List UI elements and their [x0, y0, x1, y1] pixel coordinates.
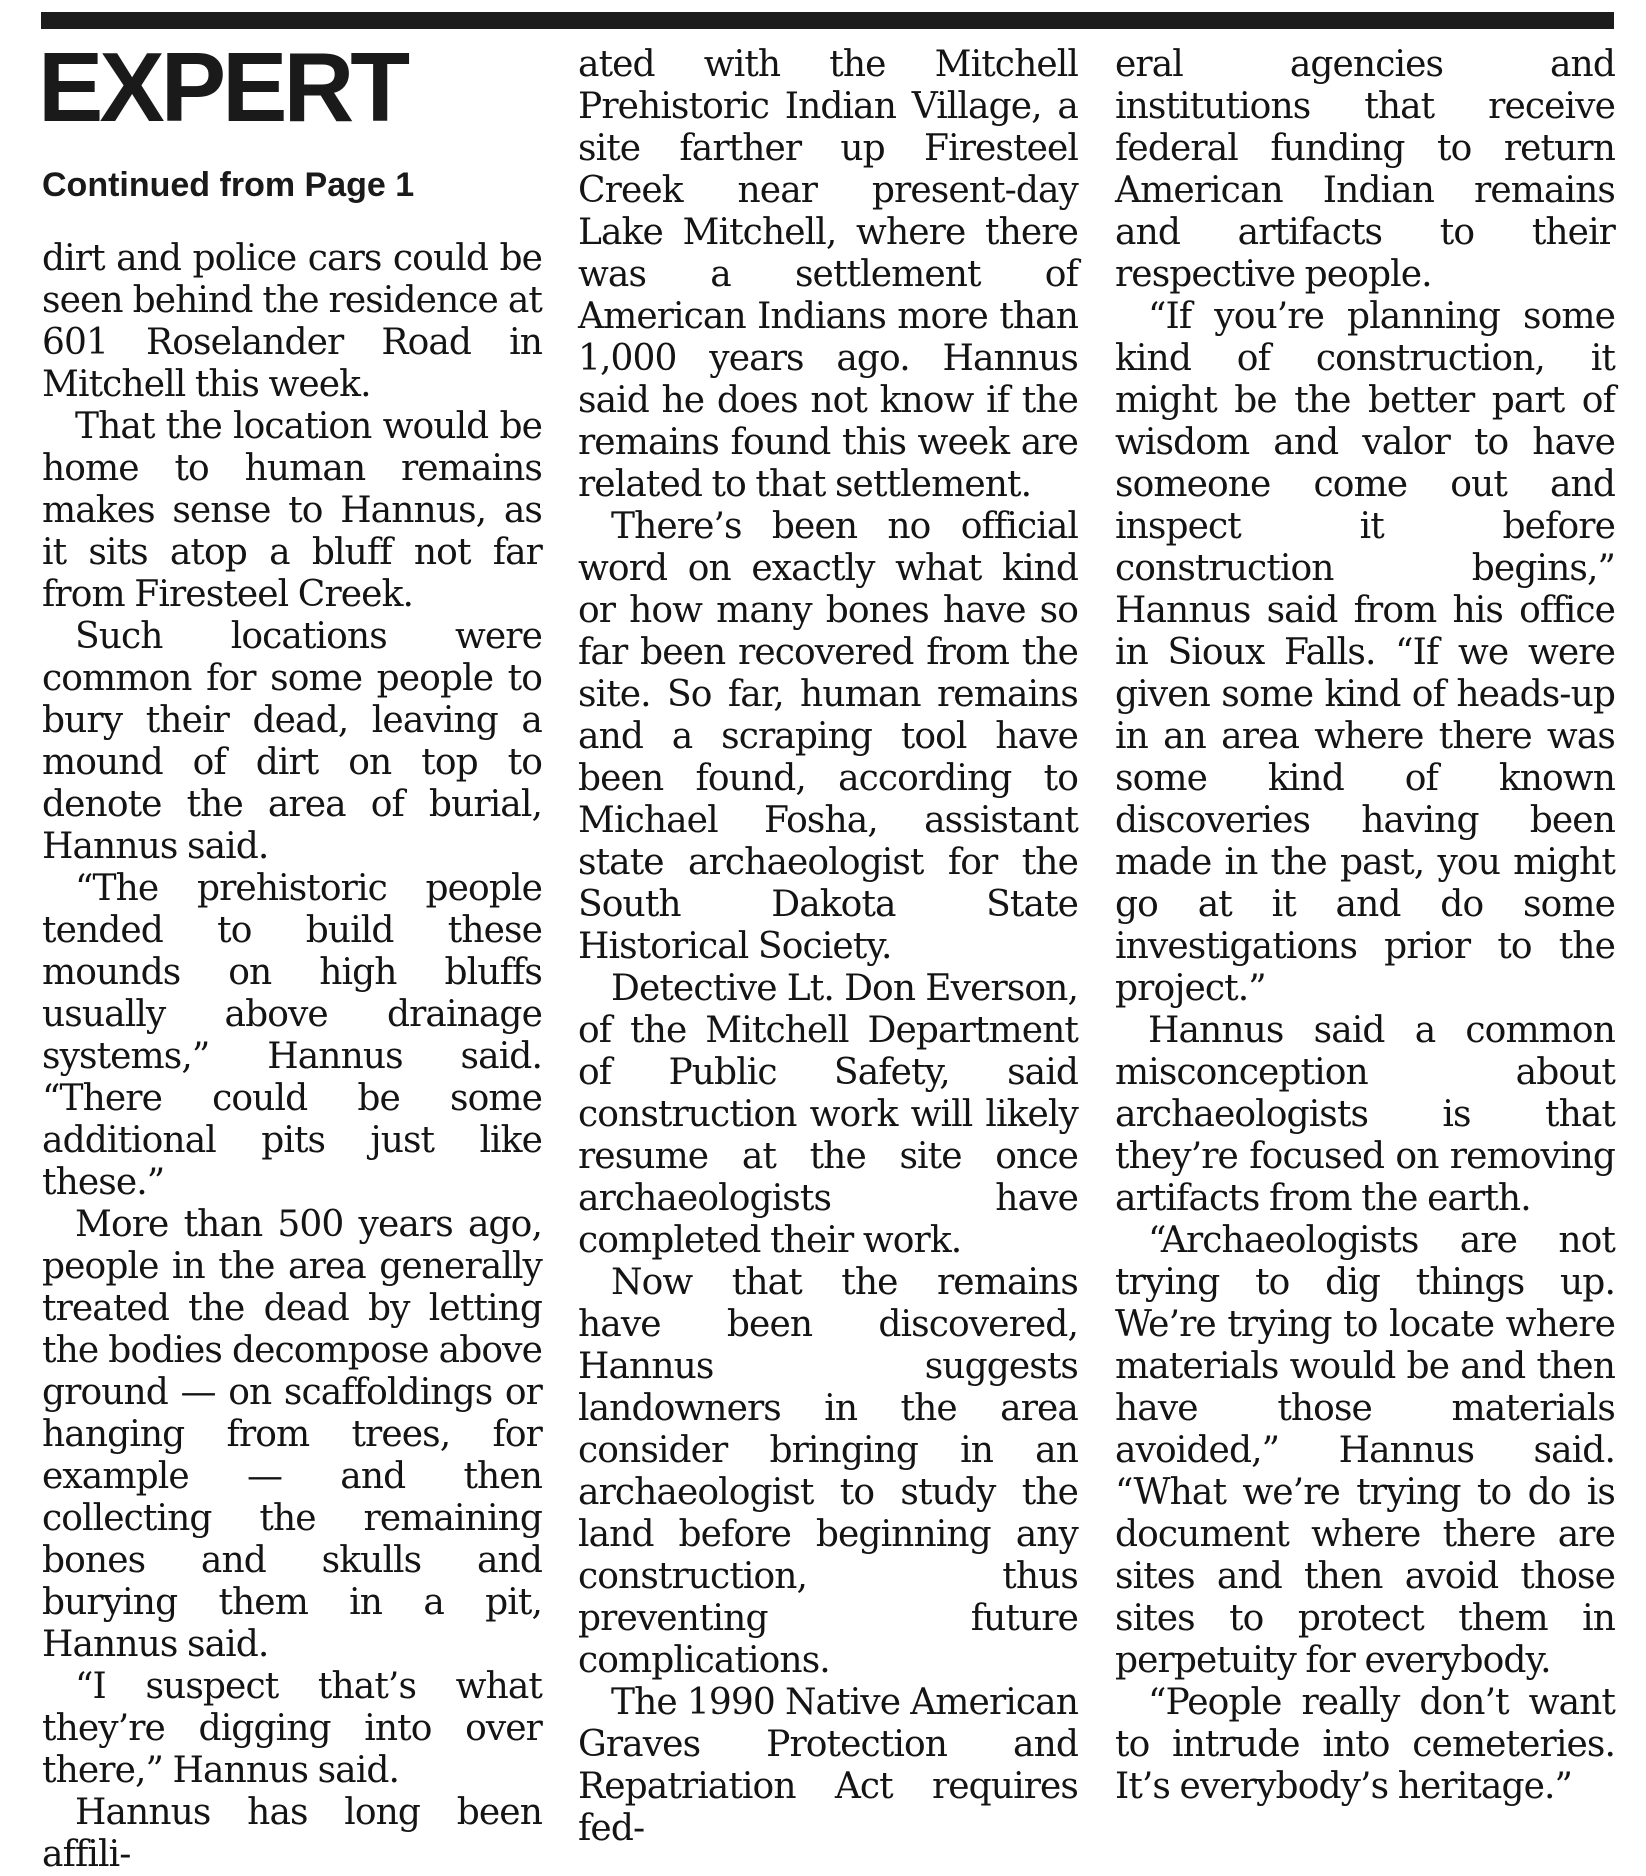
- paragraph: dirt and police cars could be seen behind the residence at 601 Roselander Road in Mitchell this week.: [42, 238, 542, 405]
- paragraph: “The prehistoric people tended to build these mounds on high bluffs usually above drainage systems,” Hannus said. “There could be some additional pits just like these.”: [42, 868, 542, 1203]
- paragraph: Hannus said a common misconception about archaeologists is that they’re focused on removing artifacts from the earth.: [1115, 1010, 1615, 1219]
- paragraph: Now that the remains have been discovered, Hannus suggests landowners in the area consider bringing in an archaeologist to study the land before beginning any construction, thus preventing future complications.: [578, 1262, 1078, 1681]
- article-column-3: [1115, 44, 1615, 1808]
- jump-line: Continued from Page 1: [42, 166, 415, 204]
- paragraph: That the location would be home to human remains makes sense to Hannus, as it sits atop a bluff not far from Firesteel Creek.: [42, 406, 542, 615]
- paragraph: More than 500 years ago, people in the area generally treated the dead by letting the bodies decompose above ground — on scaffoldings or hanging from trees, for example — and then collecting the remaining bones and skulls and burying them in a pit, Hannus said.: [42, 1204, 542, 1665]
- paragraph: There’s been no official word on exactly what kind or how many bones have so far been recovered from the site. So far, human remains and a scraping tool have been found, according to Michael Fosha, assistant state archaeologist for the South Dakota State Historical Society.: [578, 506, 1078, 967]
- article-column-1: [42, 238, 542, 1876]
- headline: EXPERT: [38, 32, 407, 142]
- paragraph: “If you’re planning some kind of construction, it might be the better part of wisdom and valor to have someone come out and inspect it before construction begins,” Hannus said from his office in Sioux Falls. “If we were given some kind of heads-up in an area where there was some kind of known discoveries having been made in the past, you might go at it and do some investigations prior to the project.”: [1115, 296, 1615, 1009]
- paragraph: eral agencies and institutions that receive federal funding to return American Indian remains and artifacts to their respective people.: [1115, 44, 1615, 295]
- paragraph: Hannus has long been affili-: [42, 1792, 542, 1875]
- paragraph: “I suspect that’s what they’re digging into over there,” Hannus said.: [42, 1666, 542, 1791]
- paragraph: The 1990 Native American Graves Protection and Repatriation Act requires fed-: [578, 1682, 1078, 1849]
- paragraph: Detective Lt. Don Everson, of the Mitchell Department of Public Safety, said construction work will likely resume at the site once archaeologists have completed their work.: [578, 968, 1078, 1261]
- top-rule: [41, 12, 1614, 29]
- paragraph: “Archaeologists are not trying to dig things up. We’re trying to locate where materials would be and then have those materials avoided,” Hannus said. “What we’re trying to do is document where there are sites and then avoid those sites to protect them in perpetuity for everybody.: [1115, 1220, 1615, 1681]
- article-column-2: [578, 44, 1078, 1850]
- paragraph: ated with the Mitchell Prehistoric Indian Village, a site farther up Firesteel Creek near present-day Lake Mitchell, where there was a settlement of American Indians more than 1,000 years ago. Hannus said he does not know if the remains found this week are related to that settlement.: [578, 44, 1078, 505]
- paragraph: “People really don’t want to intrude into cemeteries. It’s everybody’s heritage.”: [1115, 1682, 1615, 1807]
- paragraph: Such locations were common for some people to bury their dead, leaving a mound of dirt on top to denote the area of burial, Hannus said.: [42, 616, 542, 867]
